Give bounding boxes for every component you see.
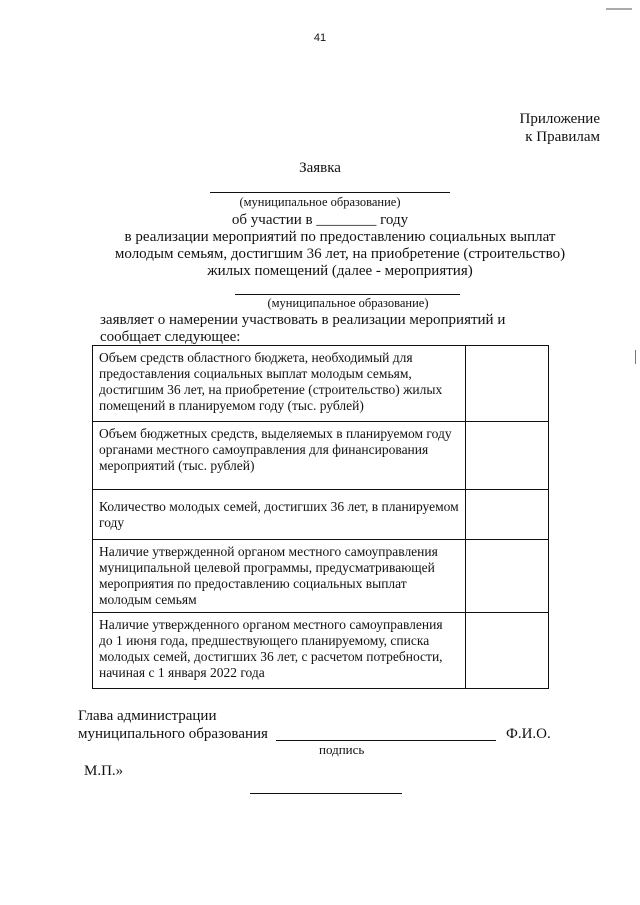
purpose-line-1: в реализации мероприятий по предоставлению социальных выплат [124,229,556,245]
participation-prefix: об участии в [231,212,313,228]
row-label: Наличие утвержденного органом местного самоуправления до 1 июня года, предшествующего планируемому, списка молодых семей, достигших 36 лет, с расчетом потребности, начиная с 1 января 2022 года [93,613,466,689]
statement-municipality-blank-line [235,294,460,295]
row-label: Количество молодых семей, достигших 36 лет, в планируемом году [93,490,466,540]
statement-municipality-caption: (муниципальное образование) [267,296,429,310]
row-label: Объем средств областного бюджета, необходимый для предоставления социальных выплат молодым семьям, достигшим 36 лет, на приобретение (строительство) жилых помещений в планируемом году (тыс. рублей) [93,346,466,422]
signature-caption: подпись [319,742,365,757]
municipality-caption: (муниципальное образование) [239,195,401,209]
row-value-cell [466,613,549,689]
application-table [92,345,549,689]
statement-line-2: сообщает следующее: [100,329,241,345]
fio-label: Ф.И.О. [506,726,551,742]
row-value-cell [466,540,549,613]
year-blank: ________ [316,212,377,228]
appendix-line-2: к Правилам [525,129,600,145]
row-label: Объем бюджетных средств, выделяемых в планируемом году органами местного самоуправления для финансирования мероприятий (тыс. рублей) [93,422,466,490]
row-label: Наличие утвержденной органом местного самоуправления муниципальной целевой программы, предусматривающей мероприятия по предоставлению социальных выплат молодым семьям [93,540,466,613]
purpose-text [90,229,590,280]
document-title: Заявка [299,160,341,176]
statement-line-1: заявляет о намерении участвовать в реализации мероприятий и [100,312,506,328]
purpose-line-2: молодым семьям, достигшим 36 лет, на приобретение (строительство) [114,246,566,262]
row-value-cell [466,422,549,490]
participation-year-line [0,212,640,229]
signature-blank-line [276,740,496,741]
stamp-place: М.П.» [84,763,124,779]
page-number: 41 [313,32,327,44]
table-row [93,490,549,540]
purpose-line-3: жилых помещений (далее - мероприятия) [207,263,473,279]
participation-suffix: году [380,212,409,228]
table-row [93,540,549,613]
table-row [93,613,549,689]
row-value-cell [466,346,549,422]
statement-text [100,312,505,346]
signatory-organization: муниципального образования [78,726,268,742]
table-row [93,422,549,490]
scan-edge-mark [606,8,632,10]
appendix-note [519,110,600,146]
signatory-title: Глава администрации [78,708,217,724]
closing-line [250,793,402,794]
row-value-cell [466,490,549,540]
appendix-line-1: Приложение [519,111,600,127]
scan-side-mark [635,350,636,364]
municipality-blank-line [210,192,450,193]
table-row [93,346,549,422]
